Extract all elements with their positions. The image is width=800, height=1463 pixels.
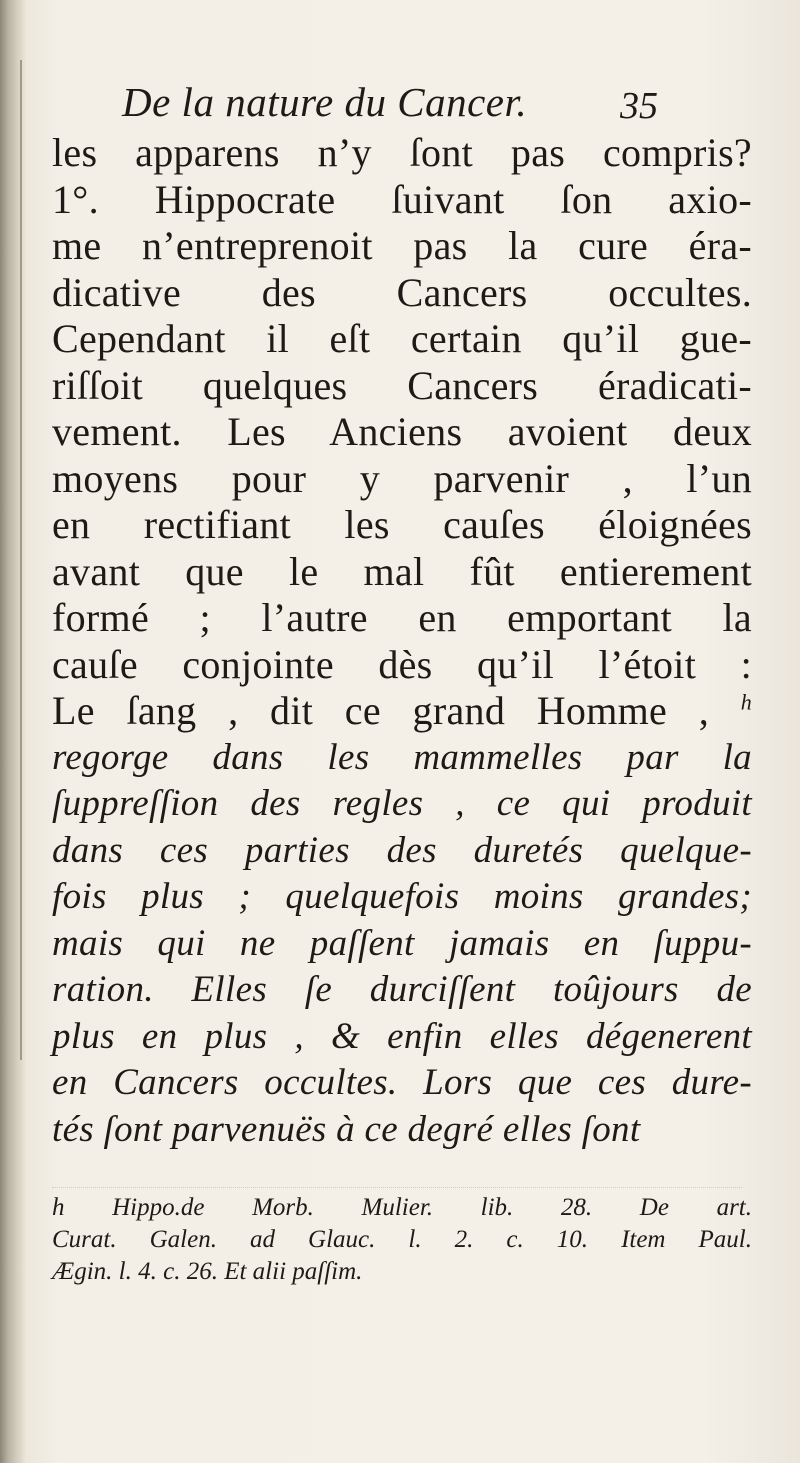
text-line [52, 409, 752, 456]
body-text [52, 130, 752, 1153]
text-line [52, 688, 752, 735]
footnote-line: Curat. Galen. ad Glauc. l. 2. c. 10. Item Paul. [52, 1226, 752, 1253]
text-line-content: formé ; l’autre en emportant la [52, 595, 752, 640]
text-line-content: cauſe conjointe dès qu’il l’étoit : [52, 641, 752, 687]
running-title: De la nature du Cancer. [122, 79, 528, 125]
text-line [52, 921, 752, 968]
text-line-content: tés ſont parvenuës à ce degré elles ſont [52, 1108, 641, 1150]
text-line-content: vement. Les Anciens avoient deux [52, 409, 752, 454]
page-gutter [0, 0, 26, 1463]
text-line [52, 456, 752, 503]
text-line-content: plus en plus , & enfin elles dégenerent [52, 1015, 752, 1057]
text-line-content: mais qui ne paſſent jamais en ſuppu- [52, 922, 752, 964]
text-line-content: les apparens n’y ſont pas compris? [52, 130, 752, 175]
text-line-content: moyens pour y parvenir , l’un [52, 455, 752, 501]
footnote-line: Ægin. l. 4. c. 26. Et alii paſſim. [52, 1258, 363, 1285]
text-line-content: en rectifiant les cauſes éloignées [52, 502, 752, 547]
text-line-content: ſuppreſſion des regles , ce qui produit [52, 783, 752, 824]
text-line [52, 1060, 752, 1107]
text-line-content: Cependant il eſt certain qu’il gue- [52, 316, 752, 361]
footnote-mark: h [740, 689, 752, 715]
text-line [52, 874, 752, 921]
text-line [52, 363, 752, 410]
text-line-content: ration. Elles ſe durciſſent toûjours de [52, 969, 752, 1010]
text-line [52, 828, 752, 875]
gutter-shadow-line [20, 60, 22, 1060]
footnote-line: h Hippo.de Morb. Mulier. lib. 28. De art. [52, 1194, 752, 1221]
text-line [52, 130, 752, 177]
text-line-content: fois plus ; quelquefois moins grandes; [52, 876, 752, 917]
text-line-content: dicative des Cancers occultes. [52, 269, 752, 315]
text-line [52, 967, 752, 1014]
text-line [52, 781, 752, 828]
text-line [52, 177, 752, 224]
text-line [52, 1014, 752, 1061]
text-line-content: riſſoit quelques Cancers éradicati- [52, 362, 752, 408]
text-line [52, 735, 752, 782]
text-line-content: 1°. Hippocrate ſuivant ſon axio- [52, 176, 752, 222]
text-line [52, 549, 752, 596]
text-line [52, 223, 752, 270]
text-line [52, 270, 752, 317]
text-line-content: regorge dans les mammelles par la [52, 736, 752, 778]
page-number: 35 [620, 85, 658, 127]
text-line [52, 642, 752, 689]
text-line-content: Le ſang , dit ce grand Homme , [52, 688, 710, 733]
text-line [52, 502, 752, 549]
text-line [52, 595, 752, 642]
text-line-content: avant que le mal fût entierement [52, 548, 752, 594]
text-line [52, 1107, 752, 1154]
text-line [52, 316, 752, 363]
text-line-content: me n’entreprenoit pas la cure éra- [52, 223, 752, 268]
footnotes [52, 1192, 752, 1288]
page-header [52, 78, 660, 130]
footnote-separator [52, 1187, 742, 1188]
text-line-content: en Cancers occultes. Lors que ces dure- [52, 1062, 752, 1103]
text-line-content: dans ces parties des duretés quelque- [52, 829, 752, 871]
